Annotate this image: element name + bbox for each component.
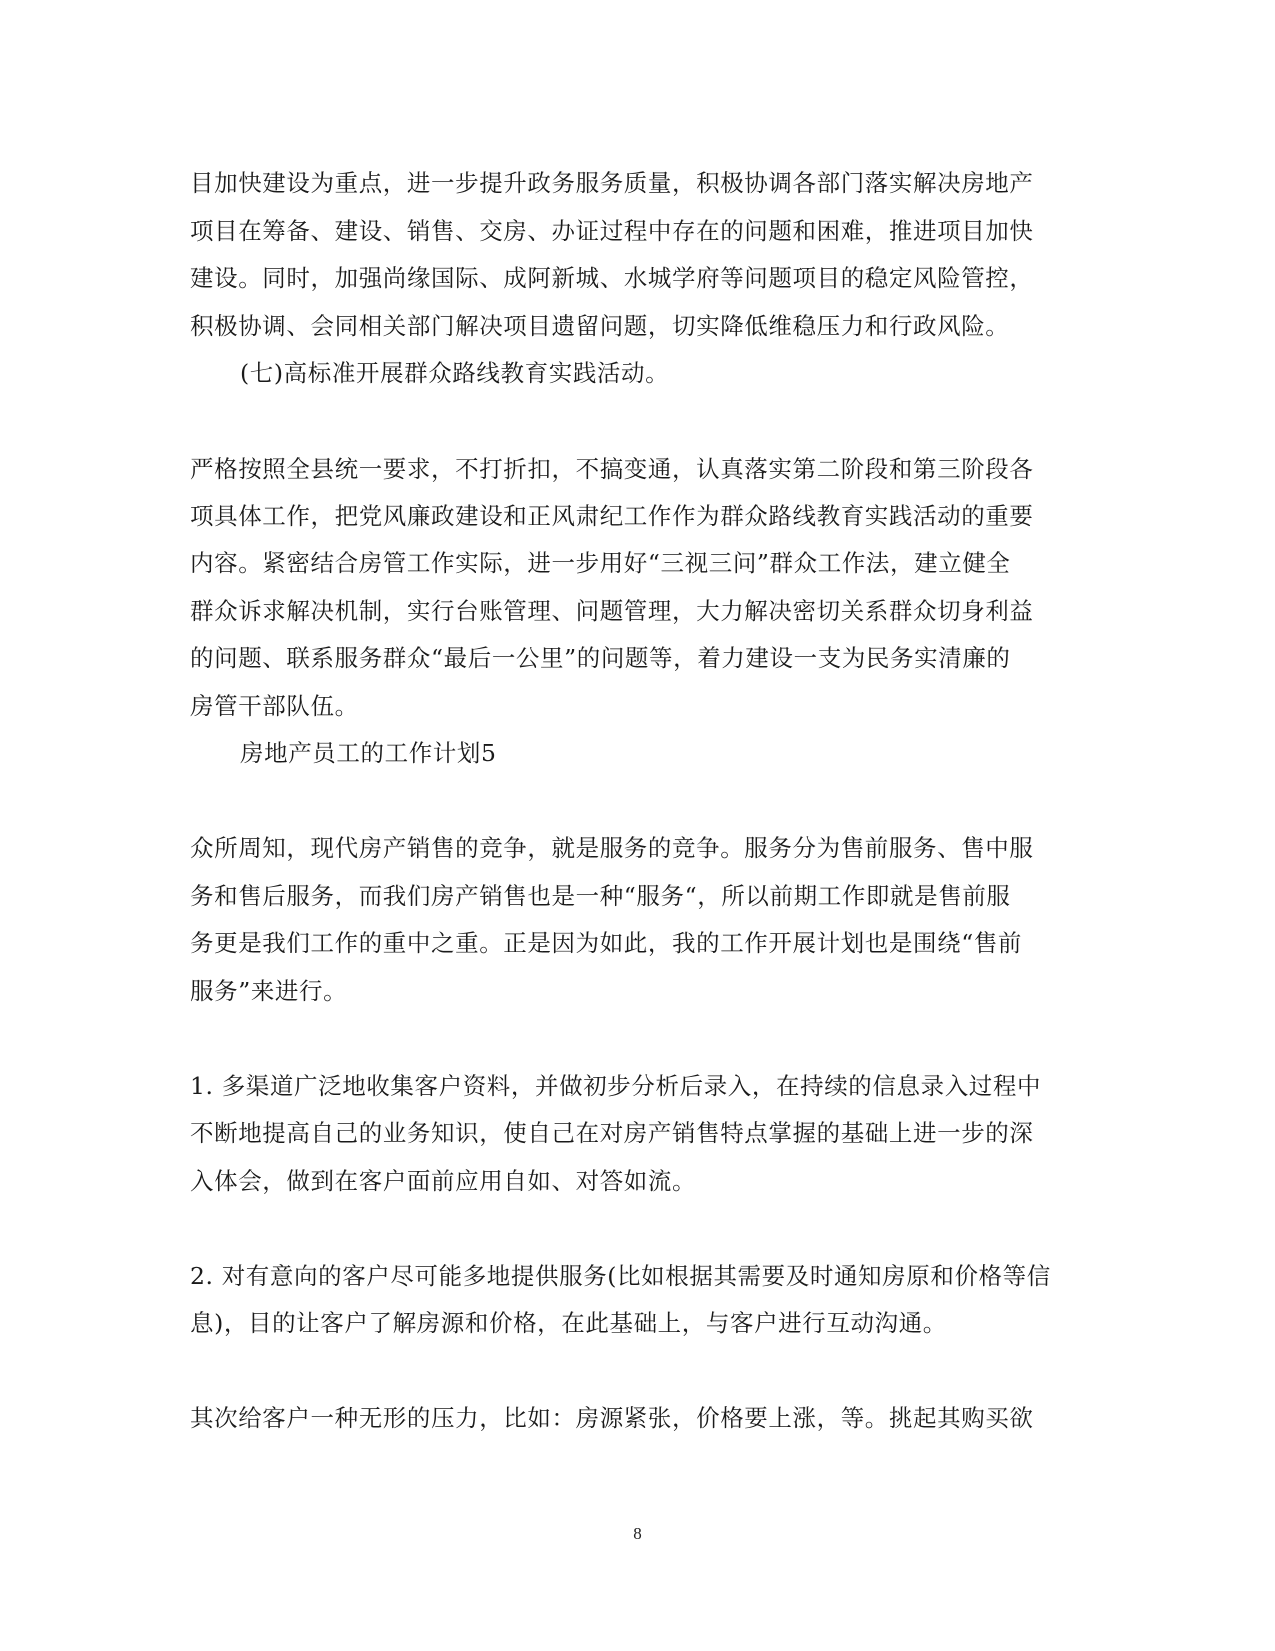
- paragraph-line: 建设。同时，加强尚缘国际、成阿新城、水城学府等问题项目的稳定风险管控，: [190, 264, 1034, 292]
- paragraph-line: 项具体工作，把党风廉政建设和正风肃纪工作作为群众路线教育实践活动的重要: [190, 502, 1034, 530]
- list-item-line: 入体会，做到在客户面前应用自如、对答如流。: [190, 1167, 697, 1195]
- paragraph-line: 房管干部队伍。: [190, 692, 359, 720]
- paragraph-line: 内容。紧密结合房管工作实际，进一步用好“三视三问”群众工作法，建立健全: [190, 549, 1011, 577]
- paragraph-line: 务和售后服务，而我们房产销售也是一种“服务“，所以前期工作即就是售前服: [190, 882, 1011, 910]
- page-number: 8: [633, 1524, 642, 1543]
- paragraph-line: 项目在筹备、建设、销售、交房、办证过程中存在的问题和困难，推进项目加快: [190, 217, 1034, 245]
- paragraph-line: 群众诉求解决机制，实行台账管理、问题管理，大力解决密切关系群众切身利益: [190, 597, 1034, 625]
- paragraph-line: 务更是我们工作的重中之重。正是因为如此，我的工作开展计划也是围绕“售前: [190, 929, 1023, 957]
- paragraph-line: 积极协调、会同相关部门解决项目遗留问题，切实降低维稳压力和行政风险。: [190, 312, 1010, 340]
- list-item-line: 不断地提高自己的业务知识，使自己在对房产销售特点掌握的基础上进一步的深: [190, 1119, 1034, 1147]
- paragraph-line: 严格按照全县统一要求，不打折扣，不搞变通，认真落实第二阶段和第三阶段各: [190, 455, 1034, 483]
- paragraph-line: 众所周知，现代房产销售的竞争，就是服务的竞争。服务分为售前服务、售中服: [190, 834, 1034, 862]
- list-item-line: 1. 多渠道广泛地收集客户资料，并做初步分析后录入，在持续的信息录入过程中: [190, 1072, 1042, 1100]
- paragraph-line: 的问题、联系服务群众“最后一公里”的问题等，着力建设一支为民务实清廉的: [190, 644, 1011, 672]
- section-heading: (七)高标准开展群众路线教育实践活动。: [240, 359, 670, 387]
- paragraph-line: 目加快建设为重点，进一步提升政务服务质量，积极协调各部门落实解决房地产: [190, 169, 1034, 197]
- paragraph-line: 服务”来进行。: [190, 977, 348, 1005]
- list-item-line: 息)，目的让客户了解房源和价格，在此基础上，与客户进行互动沟通。: [190, 1309, 947, 1337]
- section-heading: 房地产员工的工作计划5: [240, 739, 497, 767]
- list-item-line: 2. 对有意向的客户尽可能多地提供服务(比如根据其需要及时通知房原和价格等信: [190, 1262, 1051, 1290]
- paragraph-line: 其次给客户一种无形的压力，比如：房源紧张，价格要上涨，等。挑起其购买欲: [190, 1404, 1034, 1432]
